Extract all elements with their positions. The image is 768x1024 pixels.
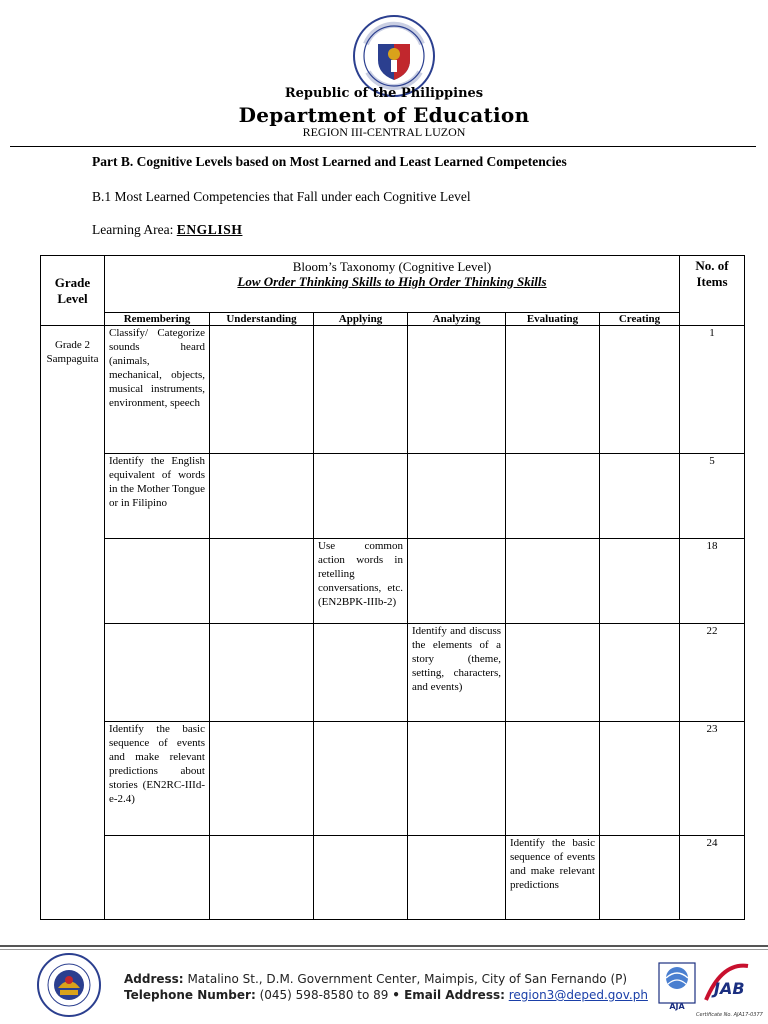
col-header-applying: Applying: [314, 313, 408, 326]
cell-analyzing: [408, 326, 506, 454]
aja-label: AJA: [669, 1002, 685, 1011]
grade-level-cell: Grade 2 Sampaguita: [41, 326, 105, 920]
cell-items: 5: [680, 454, 745, 539]
email-link[interactable]: region3@deped.gov.ph: [508, 988, 648, 1002]
table-row: [41, 454, 745, 539]
cell-analyzing: [408, 454, 506, 539]
cell-items: 18: [680, 539, 745, 624]
cell-evaluating: [506, 326, 600, 454]
jab-label: JAB: [714, 979, 745, 998]
table-row: [41, 539, 745, 624]
cell-understanding: [210, 454, 314, 539]
grade-level-header: Grade Level: [41, 256, 105, 326]
col-header-remembering: Remembering: [105, 313, 210, 326]
cell-evaluating: [506, 722, 600, 836]
cell-items: 22: [680, 624, 745, 722]
footer-telephone: Telephone Number: (045) 598-8580 to 89 • Email Address: region3@deped.gov.ph: [124, 988, 648, 1002]
cell-remembering: [105, 624, 210, 722]
cell-remembering: [105, 539, 210, 624]
department-heading: Department of Education: [238, 103, 530, 127]
cell-applying: [314, 326, 408, 454]
cell-evaluating: [506, 539, 600, 624]
cell-analyzing: [408, 539, 506, 624]
table-row: [41, 836, 745, 920]
cell-understanding: [210, 836, 314, 920]
telephone-label: Telephone Number:: [124, 988, 256, 1002]
cell-creating: [600, 539, 680, 624]
col-header-creating: Creating: [600, 313, 680, 326]
cell-applying: [314, 722, 408, 836]
col-header-understanding: Understanding: [210, 313, 314, 326]
cell-evaluating: [506, 454, 600, 539]
cell-items: 24: [680, 836, 745, 920]
section-subtitle: B.1 Most Learned Competencies that Fall under each Cognitive Level: [92, 189, 471, 204]
bloom-title: Bloom’s Taxonomy (Cognitive Level): [292, 259, 492, 274]
cell-applying: [314, 836, 408, 920]
cell-applying: [314, 454, 408, 539]
cell-remembering: [105, 836, 210, 920]
bloom-header: [105, 256, 680, 313]
no-of-items-header: No. of Items: [680, 256, 745, 326]
address-value: Matalino St., D.M. Government Center, Maimpis, City of San Fernando (P): [187, 972, 628, 986]
competency-table: [40, 255, 745, 920]
cell-creating: [600, 326, 680, 454]
footer-divider-thin: [0, 949, 768, 950]
col-header-analyzing: Analyzing: [408, 313, 506, 326]
cell-analyzing: Identify and discuss the elements of a story (theme, setting, characters, and events): [408, 624, 506, 722]
telephone-value: (045) 598-8580 to 89: [259, 988, 389, 1002]
cell-creating: [600, 722, 680, 836]
cell-understanding: [210, 539, 314, 624]
cell-evaluating: [506, 624, 600, 722]
republic-heading: Republic of the Philippines: [284, 86, 484, 101]
learning-area-label: Learning Area:: [92, 222, 174, 237]
learning-area: [92, 222, 242, 238]
cell-items: 23: [680, 722, 745, 836]
cell-analyzing: [408, 722, 506, 836]
certificate-number: Certificate No. AJA17-0377: [696, 1012, 763, 1018]
col-header-evaluating: Evaluating: [506, 313, 600, 326]
cell-applying: [314, 624, 408, 722]
footer-address: [124, 972, 627, 986]
part-title: Part B. Cognitive Levels based on Most Learned and Least Learned Competencies: [92, 154, 567, 169]
cell-evaluating: Identify the basic sequence of events and make relevant predictions: [506, 836, 600, 920]
cell-creating: [600, 836, 680, 920]
cell-remembering: Identify the English equivalent of words in the Mother Tongue or in Filipino: [105, 454, 210, 539]
cell-creating: [600, 624, 680, 722]
jab-logo-icon: [702, 960, 752, 1008]
learning-area-value: ENGLISH: [176, 222, 243, 237]
footer-divider: [0, 945, 768, 947]
bloom-subtitle: Low Order Thinking Skills to High Order Thinking Skills: [237, 274, 547, 289]
cell-creating: [600, 454, 680, 539]
cell-remembering: Identify the basic sequence of events and make relevant predictions about stories (EN2RC-IIId-e-2.4): [105, 722, 210, 836]
footer-seal-icon: [36, 952, 102, 1018]
region-heading: REGION III-CENTRAL LUZON: [302, 125, 466, 139]
email-label: Email Address:: [404, 988, 505, 1002]
header-divider: [10, 146, 756, 147]
cell-applying: Use common action words in retelling conversations, etc.(EN2BPK-IIIb-2): [314, 539, 408, 624]
cell-remembering: Classify/ Categorize sounds heard (animals, mechanical, objects, musical instruments, environment, speech: [105, 326, 210, 454]
cell-understanding: [210, 326, 314, 454]
cell-analyzing: [408, 836, 506, 920]
address-label: Address:: [124, 972, 184, 986]
cell-understanding: [210, 624, 314, 722]
table-row: [41, 326, 745, 454]
table-row: [41, 624, 745, 722]
table-row: [41, 722, 745, 836]
cell-items: 1: [680, 326, 745, 454]
cell-understanding: [210, 722, 314, 836]
aja-cert-logo-icon: [658, 962, 696, 1004]
